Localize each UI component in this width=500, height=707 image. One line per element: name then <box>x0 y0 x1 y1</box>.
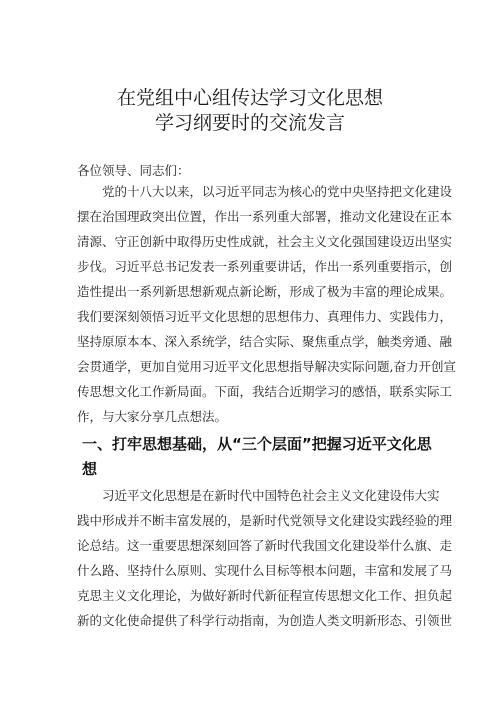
paragraph-line: 清源、守正创新中取得历史性成就，社会主义文化强国建设迈出坚实 <box>77 234 453 249</box>
paragraph-line: 摆在治国理政突出位置，作出一系列重大部署，推动文化建设在正本 <box>77 209 453 224</box>
paragraph-line: 党的十八大以来，以习近平同志为核心的党中央坚持把文化建设 <box>102 184 453 199</box>
document-title-line-1: 在党组中心组传达学习文化思想 <box>116 87 383 109</box>
document-title-line-2: 学习纲要时的交流发言 <box>154 112 345 134</box>
paragraph-line: 造性提出一系列新思想新观点新论断，形成了极为丰富的理论成果。 <box>77 284 453 299</box>
paragraph-line: 什么路、坚持什么原则、实现什么目标等根本问题，丰富和发展了马 <box>77 563 453 578</box>
paragraph-line: 新的文化使命提供了科学行动指南，为创造人类文明新形态、引领世 <box>77 613 453 628</box>
paragraph-line: 践中形成并不断丰富发展的，是新时代党领导文化建设实践经验的理 <box>77 513 453 528</box>
paragraph-line: 克思主义文化理论，为做好新时代新征程宣传思想文化工作、担负起 <box>77 588 453 603</box>
paragraph-line: 步伐。习近平总书记发表一系列重要讲话，作出一系列重要指示，创 <box>77 259 453 274</box>
greeting: 各位领导、同志们： <box>77 163 190 178</box>
paragraph-line: 坚持原原本本、深入系统学，结合实际、聚焦重点学，触类旁通、融 <box>77 334 453 349</box>
section-heading-line-1: 一、打牢思想基础，从“三个层面”把握习近平文化思 <box>82 435 432 453</box>
section-heading-line-2: 想 <box>82 460 98 478</box>
paragraph-line: 我们要深刻领悟习近平文化思想的思想伟力、真理伟力、实践伟力， <box>77 309 453 324</box>
paragraph-line: 论总结。这一重要思想深刻回答了新时代我国文化建设举什么旗、走 <box>77 538 453 553</box>
paragraph-line: 作，与大家分享几点想法。 <box>77 409 228 424</box>
paragraph-line: 会贯通学，更加自觉用习近平文化思想指导解决实际问题,奋力开创宣 <box>77 359 456 374</box>
paragraph-line: 习近平文化思想是在新时代中国特色社会主义文化建设伟大实 <box>102 488 440 503</box>
paragraph-line: 传思想文化工作新局面。下面，我结合近期学习的感悟，联系实际工 <box>77 384 453 399</box>
